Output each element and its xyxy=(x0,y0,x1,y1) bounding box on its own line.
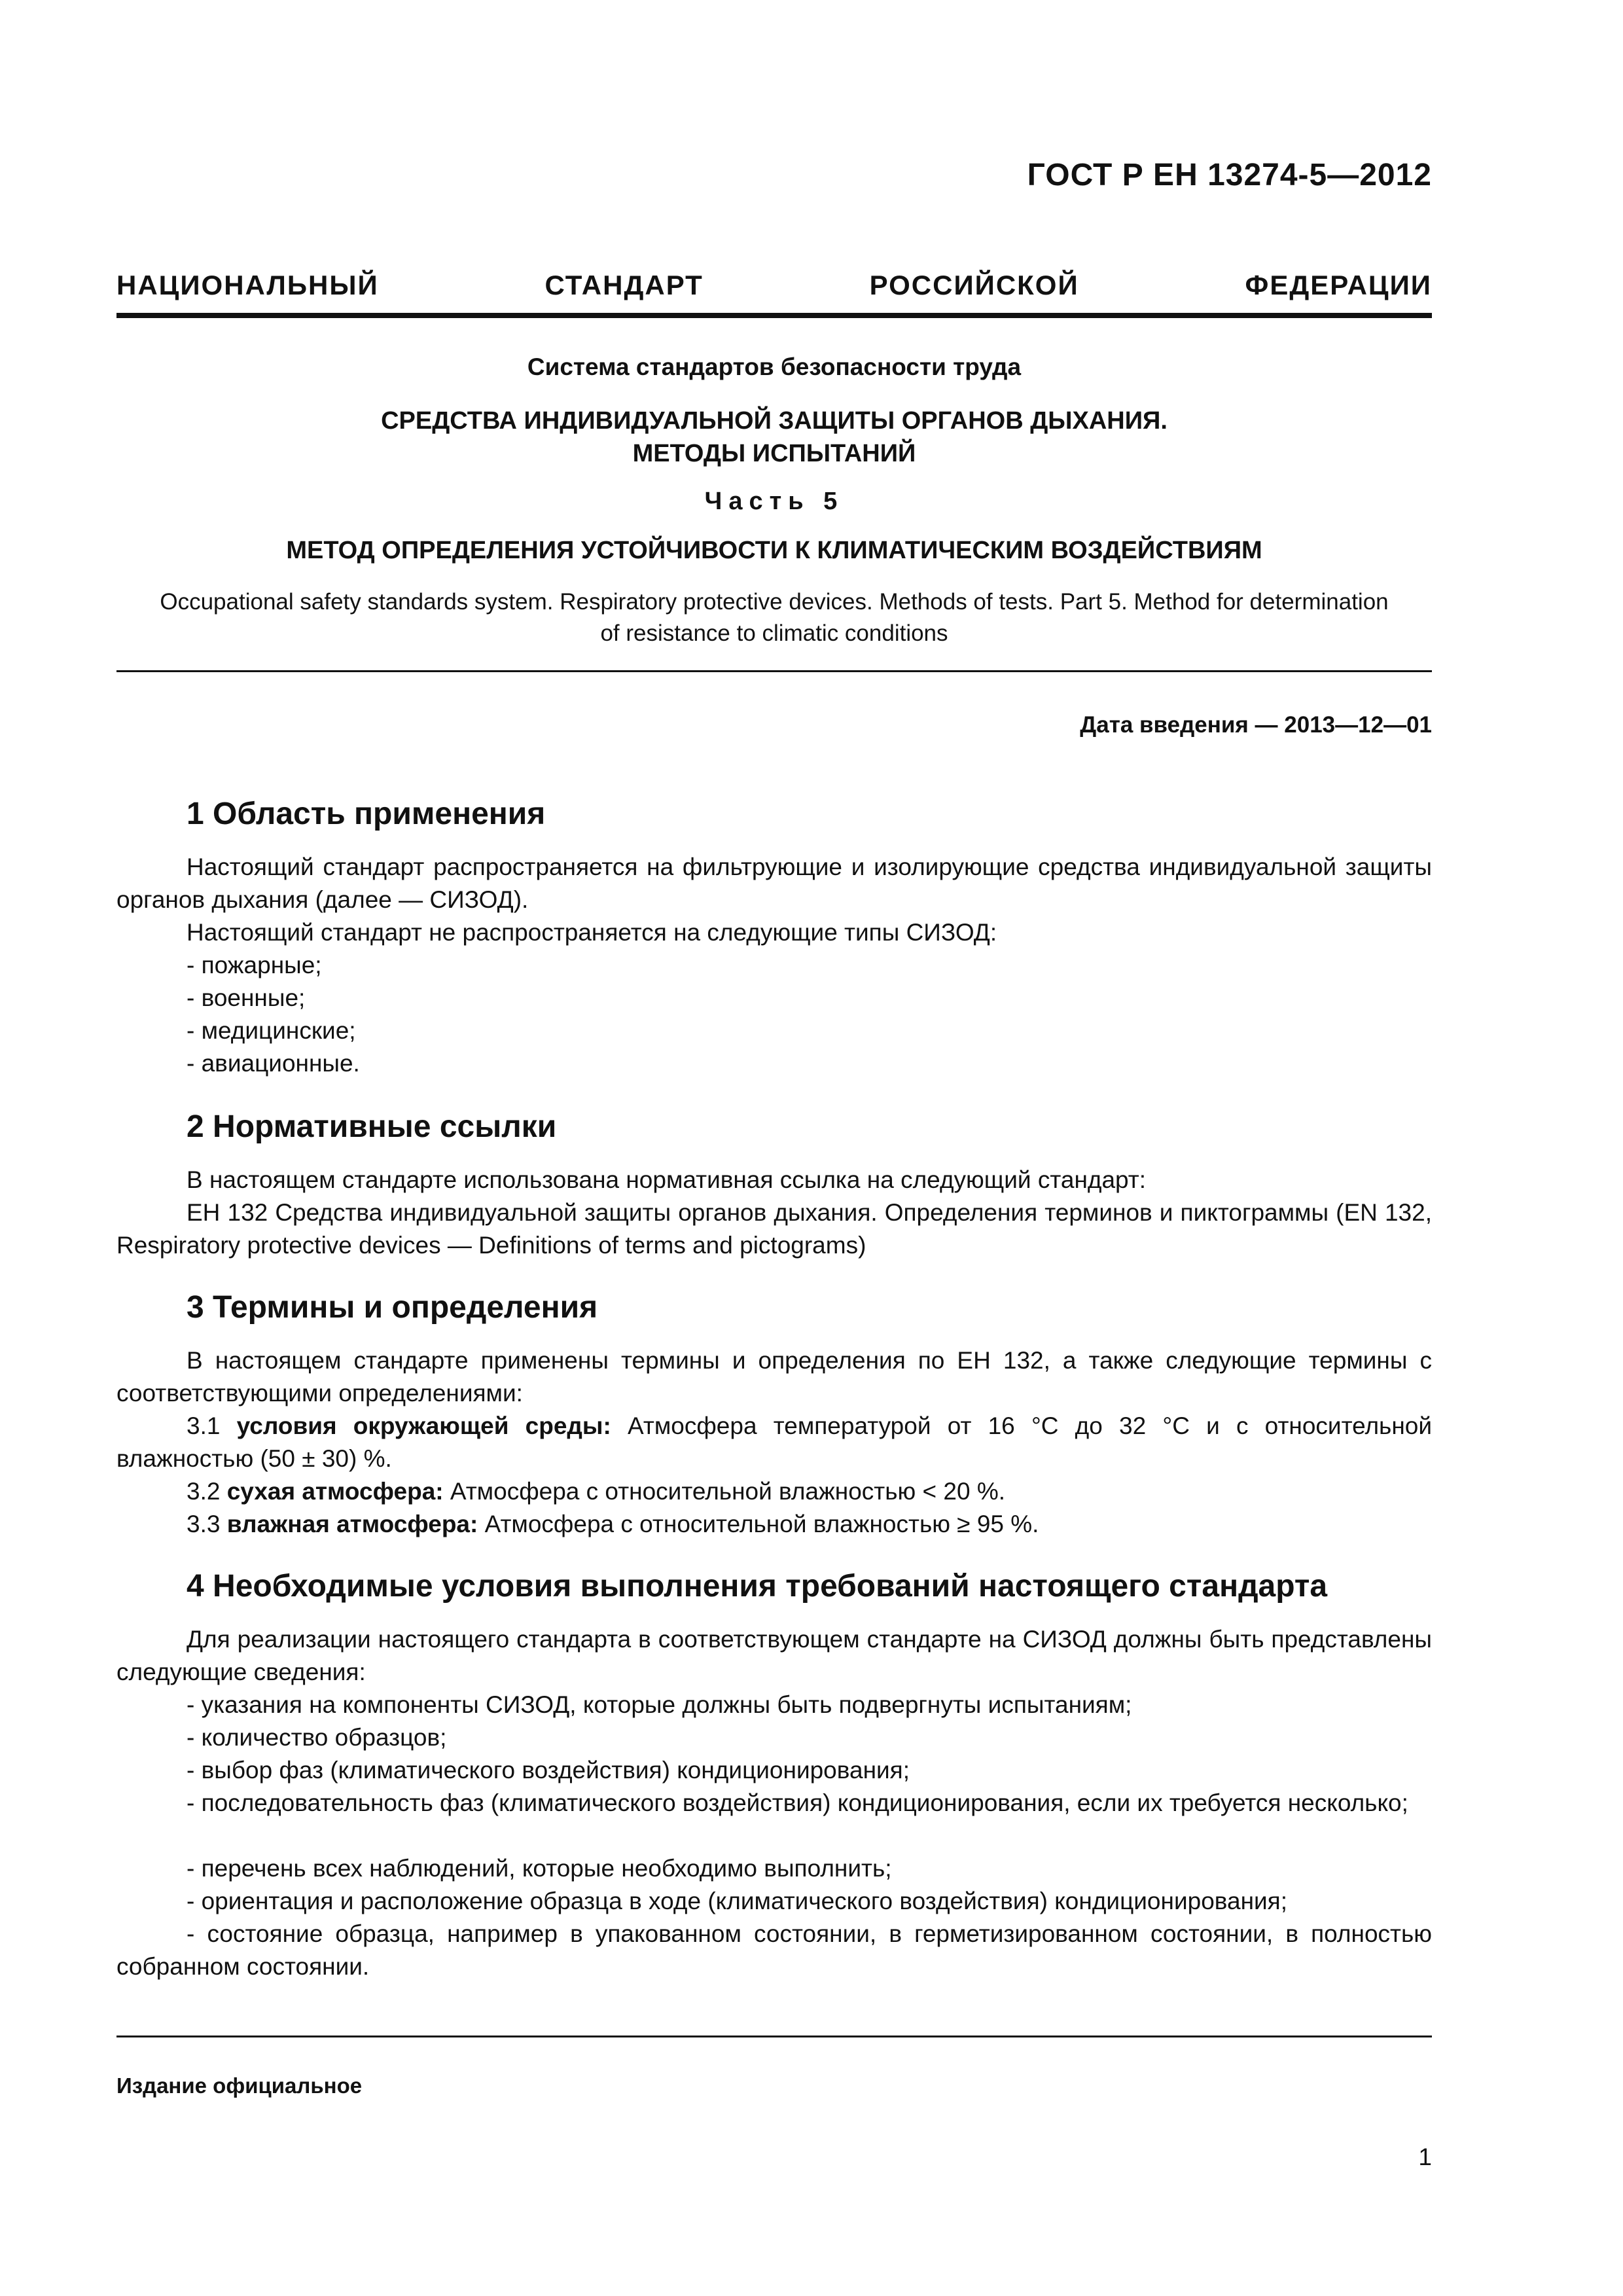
english-title-line-2: of resistance to climatic conditions xyxy=(600,620,948,646)
term-name: влажная атмосфера: xyxy=(226,1511,478,1537)
list-item: - количество образцов; xyxy=(187,1724,447,1751)
section-1-paragraph-2: Настоящий стандарт не распространяется на следующие типы СИЗОД: xyxy=(187,919,997,946)
header-divider xyxy=(116,313,1432,318)
section-1-heading: 1 Область применения xyxy=(187,797,546,831)
page-number: 1 xyxy=(1418,2144,1432,2170)
term-definition: Атмосфера с относительной влажностью ≥ 95 %. xyxy=(484,1511,1039,1537)
list-item: - указания на компоненты СИЗОД, которые должны быть подвергнуты испытаниям; xyxy=(187,1691,1132,1718)
document-number: ГОСТ Р ЕН 13274-5—2012 xyxy=(1027,158,1432,192)
term-definition: Атмосфера температурой от 16 °С до 32 °С и с относительной влажностью (50 ± 30) %. xyxy=(116,1412,1432,1472)
list-item: - последовательность фаз (климатического воздействия) кондиционирования, если их требуется несколько; xyxy=(187,1789,1408,1816)
english-title xyxy=(116,586,1432,649)
term-number: 3.2 xyxy=(187,1478,221,1505)
section-2-paragraph-2: ЕН 132 Средства индивидуальной защиты органов дыхания. Определения терминов и пиктограммы (EN 132, Respiratory protective devices — Definitions of terms and pictograms) xyxy=(116,1199,1432,1259)
list-item: - авиационные. xyxy=(187,1050,360,1077)
term-number: 3.3 xyxy=(187,1511,221,1537)
english-title-line-1: Occupational safety standards system. Respiratory protective devices. Methods of tests. Part 5. Method for determination xyxy=(160,589,1389,615)
list-item: - состояние образца, например в упакованном состоянии, в герметизированном состоянии, в полностью собранном состоянии. xyxy=(116,1920,1432,1980)
footer-divider xyxy=(116,2036,1432,2037)
list-item: - пожарные; xyxy=(187,952,322,978)
section-4-paragraph-1: Для реализации настоящего стандарта в соответствующем стандарте на СИЗОД должны быть представлены следующие сведения: xyxy=(116,1626,1432,1685)
document-title xyxy=(116,404,1432,470)
term-name: условия окружающей среды: xyxy=(236,1412,611,1439)
list-item: - ориентация и расположение образца в ходе (климатического воздействия) кондиционирования; xyxy=(187,1888,1288,1914)
term-definition: Атмосфера с относительной влажностью < 20 %. xyxy=(450,1478,1006,1505)
term-name: сухая атмосфера: xyxy=(226,1478,444,1505)
section-1-paragraph-1: Настоящий стандарт распространяется на фильтрующие и изолирующие средства индивидуальной защиты органов дыхания (далее — СИЗОД). xyxy=(116,853,1432,913)
term-definition-3-3 xyxy=(116,1508,1432,1541)
section-3-heading: 3 Термины и определения xyxy=(187,1290,598,1325)
section-4-heading: 4 Необходимые условия выполнения требований настоящего стандарта xyxy=(187,1569,1328,1604)
list-item: - военные; xyxy=(187,984,306,1011)
standards-system: Система стандартов безопасности труда xyxy=(527,353,1022,380)
list-item: - перечень всех наблюдений, которые необходимо выполнить; xyxy=(187,1855,892,1882)
title-divider xyxy=(116,670,1432,672)
term-definition-3-1 xyxy=(116,1410,1432,1475)
term-number: 3.1 xyxy=(187,1412,221,1439)
section-2-heading: 2 Нормативные ссылки xyxy=(187,1109,557,1144)
official-edition-label: Издание официальное xyxy=(116,2073,363,2098)
term-definition-3-2 xyxy=(116,1475,1432,1508)
national-standard-banner: НАЦИОНАЛЬНЫЙ СТАНДАРТ РОССИЙСКОЙ ФЕДЕРАЦИИ xyxy=(116,270,1432,300)
document-title-line-1: СРЕДСТВА ИНДИВИДУАЛЬНОЙ ЗАЩИТЫ ОРГАНОВ ДЫХАНИЯ. xyxy=(381,407,1168,435)
part-label: Часть 5 xyxy=(704,488,844,515)
document-subtitle: МЕТОД ОПРЕДЕЛЕНИЯ УСТОЙЧИВОСТИ К КЛИМАТИЧЕСКИМ ВОЗДЕЙСТВИЯМ xyxy=(286,537,1262,564)
list-item: - выбор фаз (климатического воздействия) кондиционирования; xyxy=(187,1757,910,1784)
document-title-line-2: МЕТОДЫ ИСПЫТАНИЙ xyxy=(632,440,916,467)
introduction-date: Дата введения — 2013—12—01 xyxy=(1080,712,1432,738)
section-3-paragraph-1: В настоящем стандарте применены термины и определения по ЕН 132, а также следующие термины с соответствующими определениями: xyxy=(116,1347,1432,1407)
list-item: - медицинские; xyxy=(187,1017,356,1044)
section-2-paragraph-1: В настоящем стандарте использована нормативная ссылка на следующий стандарт: xyxy=(187,1166,1147,1193)
